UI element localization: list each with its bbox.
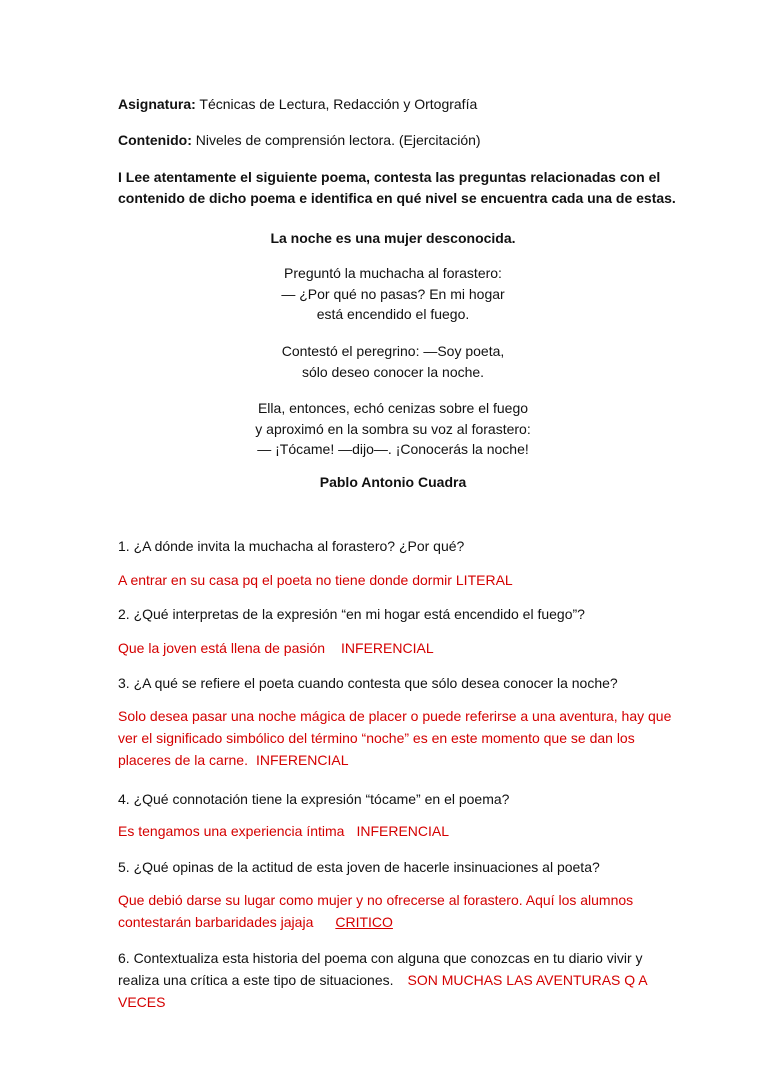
answer-text: Es tengamos una experiencia íntima — [118, 823, 345, 839]
poem-verse: Ella, entonces, echó cenizas sobre el fuego — [257, 400, 529, 416]
comprehension-level: CRITICO — [335, 914, 393, 930]
question-5: 5. ¿Qué opinas de la actitud de esta joven de hacerle insinuaciones al poeta? — [118, 859, 600, 875]
content-value: Niveles de comprensión lectora. (Ejercitación) — [191, 132, 481, 148]
question-3: 3. ¿A qué se refiere el poeta cuando contesta que sólo desea conocer la noche? — [118, 675, 618, 691]
poem-verse: — ¿Por qué no pasas? En mi hogar — [281, 285, 505, 302]
poem-title: La noche es una mujer desconocida. — [270, 230, 516, 246]
poem-author: Pablo Antonio Cuadra — [319, 474, 467, 490]
answer-text: Solo desea pasar una noche mágica de placer o puede referirse a una aventura, hay que ver el significado simbólico del término “noche” es en este momento que se dan los placeres de la carne. — [118, 708, 672, 768]
answer-text: Que debió darse su lugar como mujer y no ofrecerse al forastero. Aquí los alumnos contestarán barbaridades jajaja — [118, 892, 634, 930]
poem-verse: Contestó el peregrino: —Soy poeta, — [281, 343, 505, 359]
poem-verse: está encendido el fuego. — [316, 306, 470, 322]
question-4: 4. ¿Qué connotación tiene la expresión “tócame” en el poema? — [118, 791, 510, 807]
comprehension-level: INFERENCIAL — [341, 640, 434, 656]
poem-verse: sólo deseo conocer la noche. — [301, 363, 485, 380]
question-text: 6. Contextualiza esta historia del poema con alguna que conozcas en tu diario vivir y realiza una crítica a este tipo de situaciones. — [118, 950, 643, 988]
answer-3 — [118, 705, 683, 771]
subject-label: Asignatura: — [118, 96, 196, 112]
subject-line — [118, 95, 477, 113]
answer-4 — [118, 822, 449, 840]
instructions-line-2: contenido de dicho poema e identifica en qué nivel se encuentra cada una de estas. — [118, 190, 676, 206]
instructions-line-1: I Lee atentamente el siguiente poema, contesta las preguntas relacionadas con el — [118, 169, 661, 185]
answer-1 — [118, 571, 513, 589]
comprehension-level: INFERENCIAL — [356, 823, 450, 839]
question-1: 1. ¿A dónde invita la muchacha al forastero? ¿Por qué? — [118, 538, 465, 554]
answer-text: Que la joven está llena de pasión — [118, 640, 326, 656]
content-line — [118, 131, 481, 149]
poem-verse: — ¡Tócame! —dijo—. ¡Conocerás la noche! — [257, 441, 529, 457]
question-6 — [118, 947, 683, 1013]
answer-6: SON MUCHAS LAS AVENTURAS Q A VECES — [118, 972, 647, 1010]
poem-verse: y aproximó en la sombra su voz al forastero: — [255, 420, 531, 437]
content-label: Contenido: — [118, 132, 192, 148]
answer-2 — [118, 639, 434, 657]
subject-value: Técnicas de Lectura, Redacción y Ortografía — [195, 96, 478, 112]
answer-5 — [118, 889, 683, 933]
question-2: 2. ¿Qué interpretas de la expresión “en mi hogar está encendido el fuego”? — [118, 606, 585, 622]
comprehension-level: LITERAL — [455, 572, 513, 588]
comprehension-level: INFERENCIAL — [255, 752, 349, 768]
poem-verse: Preguntó la muchacha al forastero: — [284, 265, 502, 281]
answer-text: A entrar en su casa pq el poeta no tiene donde dormir — [118, 572, 452, 588]
